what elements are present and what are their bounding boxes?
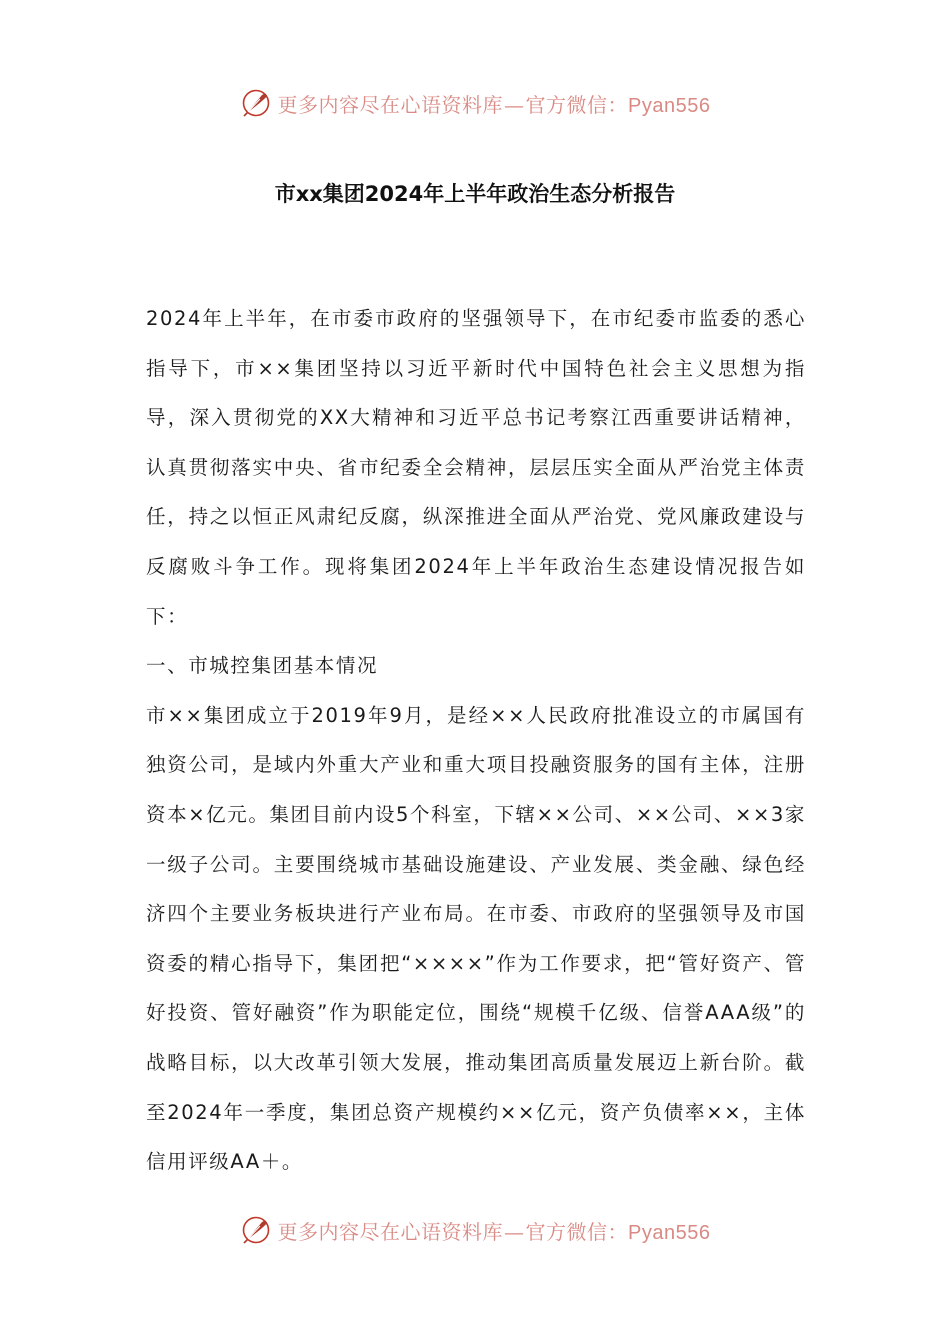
paragraph-basic-info: 市××集团成立于2019年9月，是经××人民政府批准设立的市属国有独资公司，是域内外重大产业和重大项目投融资服务的国有主体，注册资本×亿元。集团目前内设5个科室，下辖××公司、××公司、××3家一级子公司。主要围绕城市基础设施建设、产业发展、类金融、绿色经济四个主要业务板块进行产业布局。在市委、市政府的坚强领导及市国资委的精心指导下，集团把“××××”作为工作要求，把“管好资产、管好投资、管好融资”作为职能定位，围绕“规模千亿级、信誉AAA级”的战略目标，以大改革引领大发展，推动集团高质量发展迈上新台阶。截至2024年一季度，集团总资产规模约××亿元，资产负债率××，主体信用评级AA＋。	[146, 703, 806, 1174]
watermark-wechat-id: Pyan556	[628, 1221, 711, 1244]
quill-pen-icon	[240, 87, 272, 119]
document-body	[146, 294, 806, 1187]
watermark-main-text: 更多内容尽在心语资料库	[277, 1219, 504, 1244]
section-heading-1: 一、市城控集团基本情况	[146, 654, 379, 678]
header-watermark-text	[278, 89, 711, 118]
watermark-dash: —	[504, 92, 525, 117]
footer-watermark-text	[278, 1216, 711, 1245]
footer-watermark-banner	[0, 1210, 950, 1250]
header-watermark-banner	[0, 83, 950, 123]
watermark-official-label: 官方微信：	[525, 92, 629, 117]
watermark-dash: —	[504, 1219, 525, 1244]
watermark-wechat-id: Pyan556	[628, 94, 711, 117]
watermark-main-text: 更多内容尽在心语资料库	[277, 92, 504, 117]
paragraph-intro: 2024年上半年，在市委市政府的坚强领导下，在市纪委市监委的悉心指导下，市××集团坚持以习近平新时代中国特色社会主义思想为指导，深入贯彻党的XX大精神和习近平总书记考察江西重要讲话精神，认真贯彻落实中央、省市纪委全会精神，层层压实全面从严治党主体责任，持之以恒正风肃纪反腐，纵深推进全面从严治党、党风廉政建设与反腐败斗争工作。现将集团2024年上半年政治生态建设情况报告如下：	[146, 307, 806, 628]
watermark-official-label: 官方微信：	[525, 1219, 629, 1244]
quill-pen-icon	[240, 1214, 272, 1246]
document-title: 市xx集团2024年上半年政治生态分析报告	[274, 182, 676, 206]
